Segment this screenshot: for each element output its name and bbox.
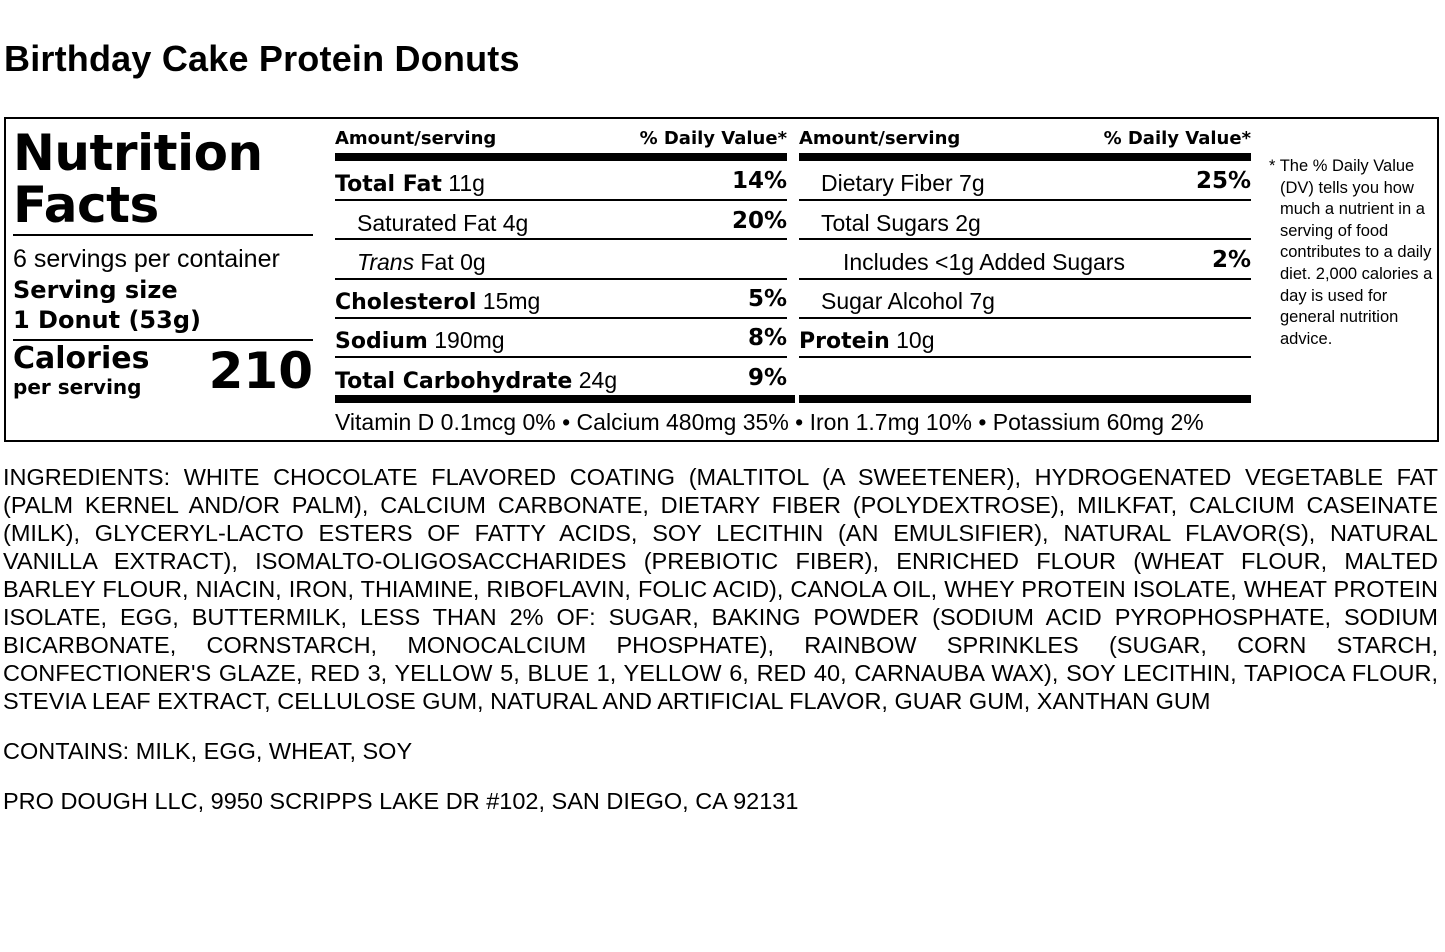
column-header — [335, 128, 787, 149]
allergen-statement: CONTAINS: MILK, EGG, WHEAT, SOY — [3, 738, 413, 764]
nutrient-amount: 11g — [441, 170, 485, 196]
nutrient-row — [799, 240, 1251, 279]
daily-value-percent: 8% — [747, 325, 787, 351]
nutrient-row — [335, 279, 787, 318]
nutrient-amount: 24g — [572, 367, 618, 393]
nutrient-row — [799, 279, 1251, 318]
daily-value-percent: 14% — [731, 168, 787, 194]
daily-value-header: % Daily Value* — [639, 128, 787, 149]
nutrient-name: Total Sugars 2g — [821, 210, 981, 236]
nutrient-name: Includes <1g Added Sugars — [843, 249, 1125, 275]
daily-value-footnote — [1269, 156, 1439, 350]
nutrient-amount: 15mg — [476, 288, 541, 314]
nutrient-row — [335, 201, 787, 240]
manufacturer-address: PRO DOUGH LLC, 9950 SCRIPPS LAKE DR #102, SAN DIEGO, CA 92131 — [3, 788, 799, 814]
nutrition-facts-heading — [13, 124, 263, 234]
amount-serving-header: Amount/serving — [799, 128, 961, 149]
nutrient-name: Total Fat — [335, 172, 442, 197]
daily-value-percent: 5% — [747, 286, 787, 312]
nutrient-row — [335, 318, 787, 357]
nutrient-name: Protein — [799, 329, 890, 354]
daily-value-percent: 2% — [1211, 247, 1251, 273]
calories-label: Calories — [13, 341, 150, 376]
nutrient-name: Sugar Alcohol 7g — [821, 288, 995, 314]
nutrient-row — [799, 201, 1251, 240]
daily-value-percent: 25% — [1195, 168, 1251, 194]
nutrient-name: Saturated Fat 4g — [357, 210, 529, 236]
calories-per-serving-label: per serving — [13, 375, 142, 399]
daily-value-percent: 20% — [731, 208, 787, 234]
nutrient-row — [335, 240, 787, 279]
daily-value-header: % Daily Value* — [1103, 128, 1251, 149]
calories-value: 210 — [208, 342, 313, 400]
column-header — [799, 128, 1251, 149]
amount-serving-header: Amount/serving — [335, 128, 497, 149]
nutrient-amount: 190mg — [427, 327, 505, 353]
nutrient-name: Total Carbohydrate — [335, 369, 573, 394]
heading-line-1: Nutrition — [13, 124, 263, 182]
daily-value-percent: 9% — [747, 365, 787, 391]
thick-divider — [335, 153, 787, 161]
nutrient-amount: Fat 0g — [414, 249, 486, 275]
thick-divider — [799, 395, 1251, 403]
thick-divider — [799, 153, 1251, 161]
product-title: Birthday Cake Protein Donuts — [4, 38, 520, 79]
serving-size-value: 1 Donut (53g) — [13, 306, 201, 334]
serving-size-label: Serving size — [13, 276, 178, 304]
nutrient-row — [335, 161, 787, 200]
divider — [799, 356, 1251, 358]
servings-per-container: 6 servings per container — [13, 245, 280, 273]
nutrient-row — [799, 318, 1251, 357]
divider — [13, 234, 313, 236]
nutrient-name: Sodium — [335, 329, 428, 354]
heading-line-2: Facts — [13, 176, 159, 234]
nutrient-row — [335, 358, 787, 397]
nutrient-name: Cholesterol — [335, 290, 477, 315]
vitamins-minerals-line: Vitamin D 0.1mcg 0% • Calcium 480mg 35% • Iron 1.7mg 10% • Potassium 60mg 2% — [335, 409, 1204, 435]
nutrition-facts-panel — [4, 117, 1439, 442]
nutrient-row — [799, 161, 1251, 200]
nutrient-amount: 10g — [889, 327, 935, 353]
thick-divider — [335, 395, 795, 403]
ingredients-list: INGREDIENTS: WHITE CHOCOLATE FLAVORED COATING (MALTITOL (A SWEETENER), HYDROGENATED VEGETABLE FAT (PALM KERNEL AND/OR PALM), CALCIUM CARBONATE, DIETARY FIBER (POLYDEXTROSE), MILKFAT, CALCIUM CASEINATE (MILK), GLYCERYL-LACTO ESTERS OF FATTY ACIDS, SOY LECITHIN (AN EMULSIFIER), NATURAL FLAVOR(S), NATURAL VANILLA EXTRACT), ISOMALTO-OLIGOSACCHARIDES (PREBIOTIC FIBER), ENRICHED FLOUR (WHEAT FLOUR, MALTED BARLEY FLOUR, NIACIN, IRON, THIAMINE, RIBOFLAVIN, FOLIC ACID), CANOLA OIL, WHEY PROTEIN ISOLATE, WHEAT PROTEIN ISOLATE, EGG, BUTTERMILK, LESS THAN 2% OF: SUGAR, BAKING POWDER (SODIUM ACID PYROPHOSPHATE, SODIUM BICARBONATE, CORNSTARCH, MONOCALCIUM PHOSPHATE), RAINBOW SPRINKLES (SUGAR, CORN STARCH, CONFECTIONER'S GLAZE, RED 3, YELLOW 5, BLUE 1, YELLOW 6, RED 40, CARNAUBA WAX), SOY LECITHIN, TAPIOCA FLOUR, STEVIA LEAF EXTRACT, CELLULOSE GUM, NATURAL AND ARTIFICIAL FLAVOR, GUAR GUM, XANTHAN GUM — [3, 464, 1438, 714]
footnote-text: * The % Daily Value (DV) tells you how much a nutrient in a serving of food contributes to a daily diet. 2,000 calories a day is used for general nutrition advice. — [1269, 157, 1433, 348]
nutrient-name-italic: Trans — [357, 249, 415, 275]
nutrient-name: Dietary Fiber 7g — [821, 170, 985, 196]
